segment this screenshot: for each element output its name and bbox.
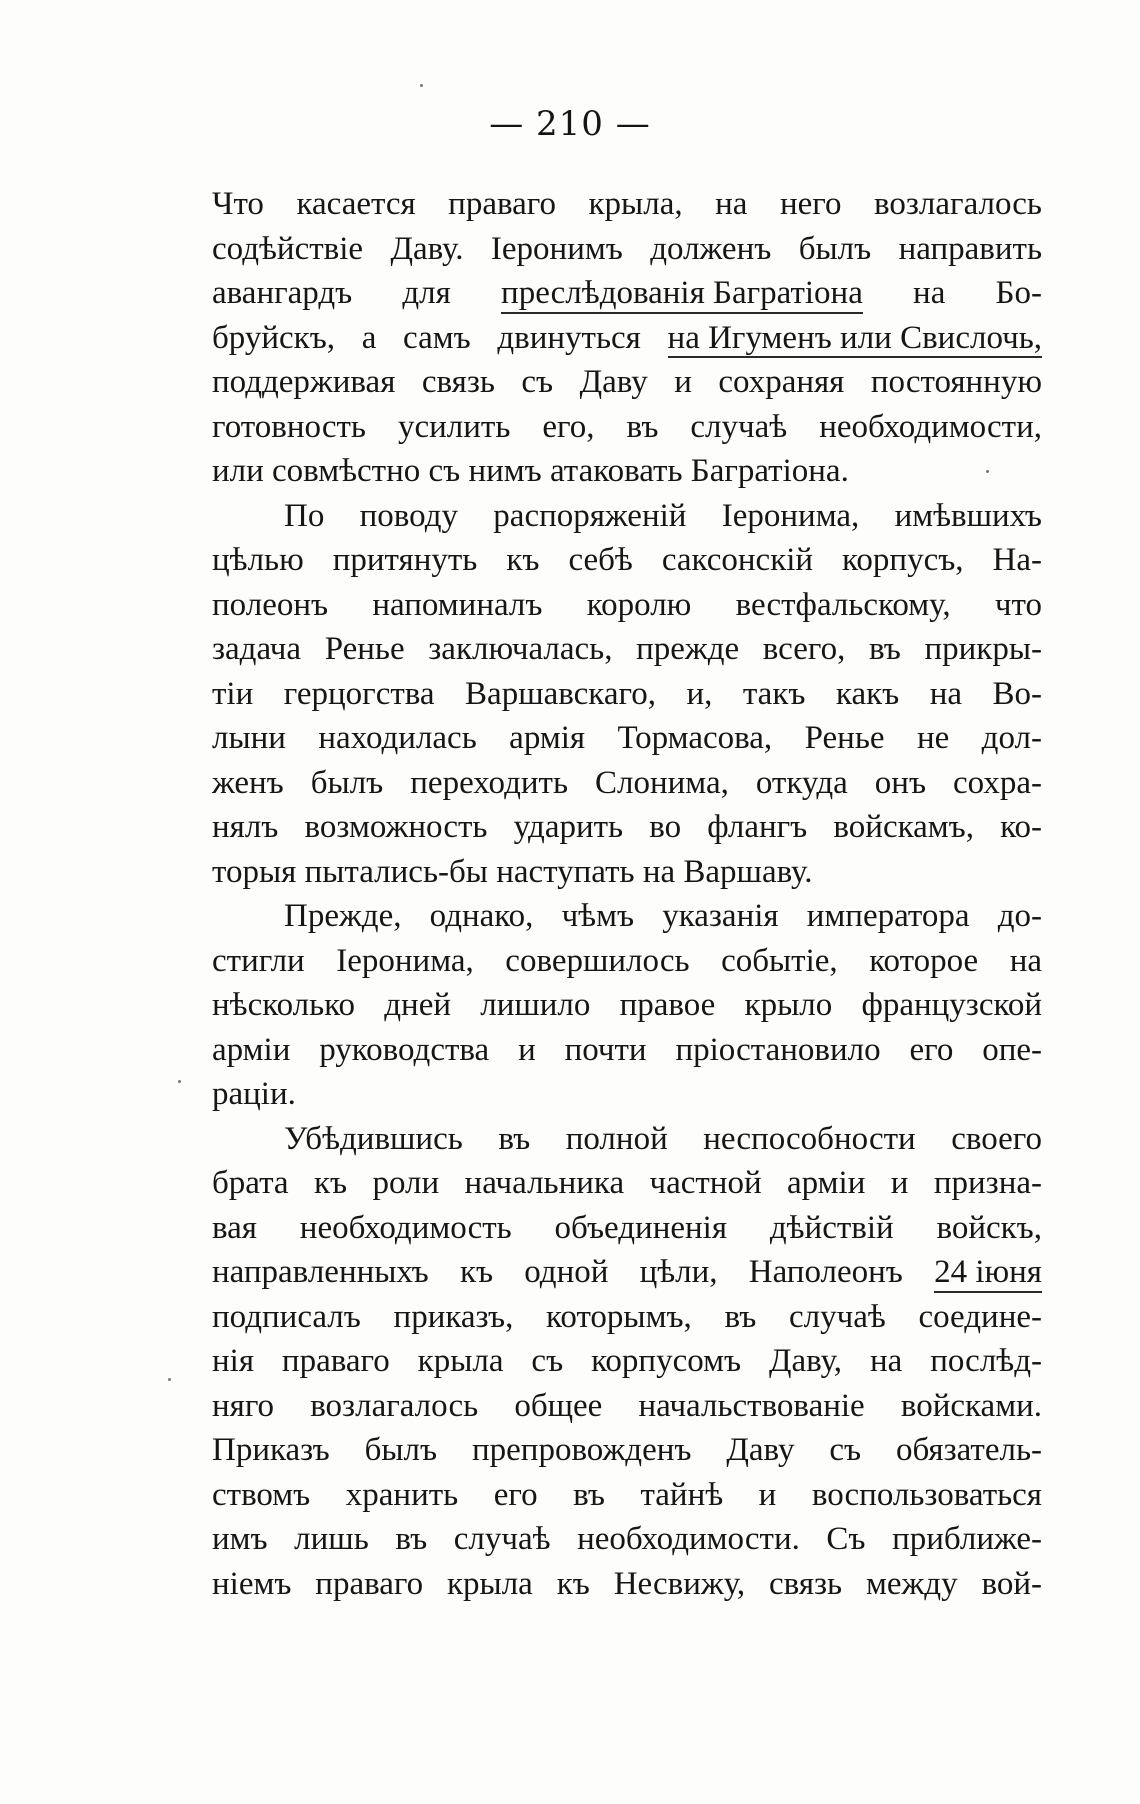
- text-line: арміи руководства и почти пріостановило его опе-: [212, 1031, 1042, 1068]
- text-line: брата къ роли начальника частной арміи и призна-: [212, 1165, 1042, 1201]
- text-line: Прежде, однако, чѣмъ указанія императора до-: [284, 898, 1042, 934]
- text-line: лыни находилась армія Тормасова, Ренье не дол-: [212, 720, 1042, 756]
- text-line: торыя пытались-бы наступать на Варшаву.: [212, 853, 813, 890]
- text-line: Приказъ былъ препровожденъ Даву съ обязатель-: [212, 1432, 1042, 1468]
- text-line: [212, 271, 1042, 316]
- text-span: бруйскъ, а самъ двинуться: [212, 319, 668, 356]
- text-line: стигли Іеронима, совершилось событіе, которое на: [212, 942, 1042, 979]
- text-line: нялъ возможность ударить во флангъ войскамъ, ко-: [212, 809, 1042, 845]
- text-line: подписалъ приказъ, которымъ, въ случаѣ соедине-: [212, 1298, 1042, 1335]
- text-line: цѣлью притянуть къ себѣ саксонскій корпусъ, На-: [212, 542, 1042, 578]
- underlined-text: преслѣдованія Багратіона: [501, 271, 863, 316]
- text-line: ствомъ хранить его въ тайнѣ и воспользоваться: [212, 1476, 1042, 1513]
- text-line: няго возлагалось общее начальствованіе войсками.: [212, 1387, 1042, 1424]
- text-line: ніемъ праваго крыла къ Несвижу, связь между вой-: [212, 1565, 1042, 1602]
- text-line: имъ лишь въ случаѣ необходимости. Съ приближе-: [212, 1521, 1042, 1557]
- underlined-text: на Игуменъ или Свислочь,: [668, 316, 1042, 361]
- scan-speck: [168, 1378, 171, 1381]
- scan-speck: [420, 84, 423, 87]
- text-line: задача Ренье заключалась, прежде всего, въ прикры-: [212, 631, 1042, 667]
- scan-speck: [178, 1080, 181, 1083]
- text-line: полеонъ напоминалъ королю вестфальскому, что: [212, 586, 1042, 623]
- text-line: поддерживая связь съ Даву и сохраняя постоянную: [212, 364, 1042, 400]
- text-span: на Бо-: [862, 275, 1042, 311]
- text-line: По поводу распоряженій Іеронима, имѣвшихъ: [284, 497, 1042, 534]
- paragraph-1: [212, 182, 1042, 494]
- text-line: [212, 1250, 1042, 1295]
- text-line: Убѣдившись въ полной неспособности своего: [284, 1120, 1042, 1157]
- text-line: тіи герцогства Варшавскаго, и, такъ какъ на Во-: [212, 675, 1042, 712]
- paragraph-3: [212, 894, 1042, 1117]
- paragraph-4: [212, 1117, 1042, 1607]
- text-line: вая необходимость объединенія дѣйствій войскъ,: [212, 1209, 1042, 1246]
- text-line: Что касается праваго крыла, на него возлагалось: [212, 186, 1042, 222]
- text-line: [212, 316, 1042, 361]
- text-line: женъ былъ переходить Слонима, откуда онъ сохра-: [212, 764, 1042, 801]
- page-number: — 210 —: [489, 104, 651, 144]
- scan-speck: [986, 470, 989, 473]
- text-line: нія праваго крыла съ корпусомъ Даву, на послѣд-: [212, 1343, 1042, 1379]
- text-line: нѣсколько дней лишило правое крыло французской: [212, 987, 1042, 1023]
- underlined-date: 24 іюня: [934, 1250, 1042, 1295]
- text-line: содѣйствіе Даву. Іеронимъ долженъ былъ направить: [212, 230, 1042, 267]
- paragraph-2: [212, 494, 1042, 895]
- text-line: готовность усилить его, въ случаѣ необходимости,: [212, 408, 1042, 445]
- text-span: направленныхъ къ одной цѣли, Наполеонъ: [212, 1254, 935, 1290]
- body-text: [212, 182, 1042, 1606]
- text-line: или совмѣстно съ нимъ атаковать Багратіона.: [212, 453, 849, 489]
- text-span: авангардъ для: [212, 275, 502, 311]
- text-line: раціи.: [212, 1076, 296, 1112]
